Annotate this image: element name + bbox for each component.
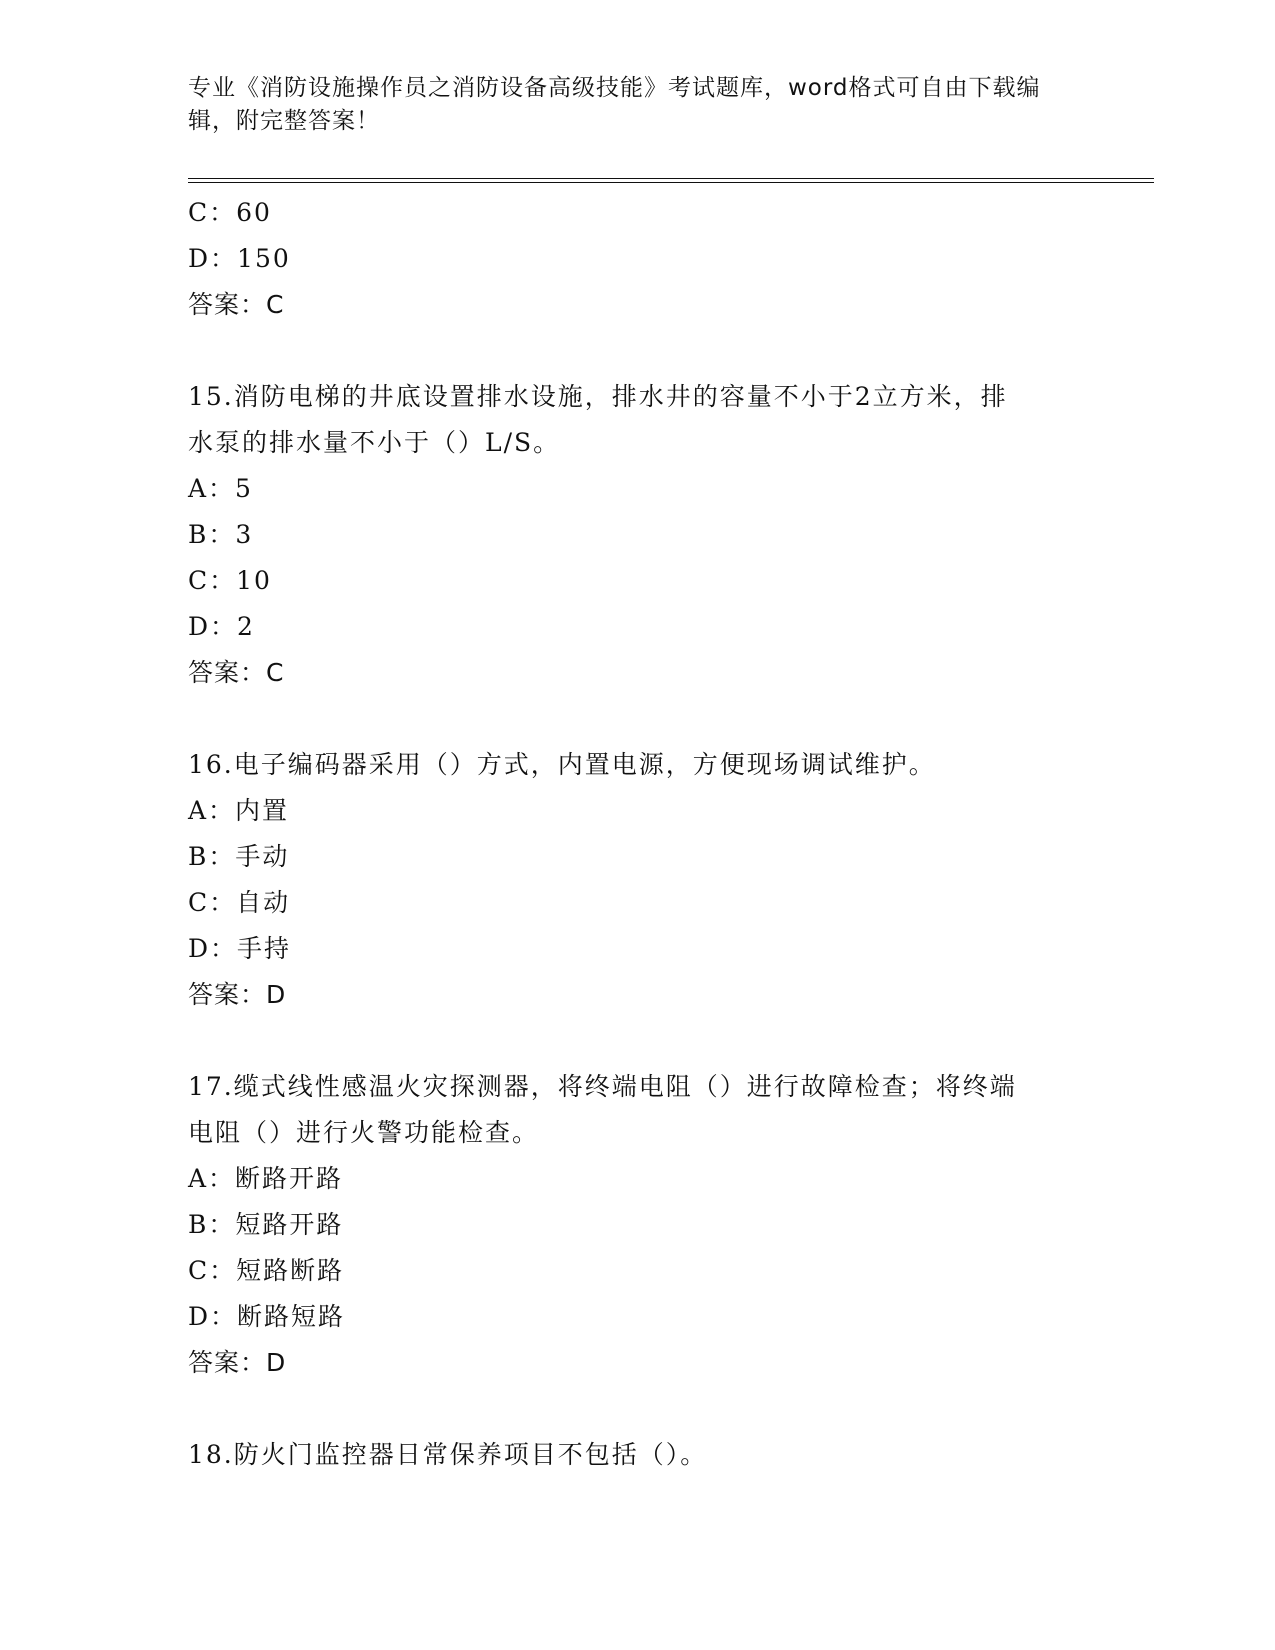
question-text: 18.防火门监控器日常保养项目不包括（）。 — [188, 1440, 708, 1469]
option-b: B：手动 — [188, 842, 290, 871]
answer-line: 答案：C — [188, 658, 285, 687]
option-d: D：150 — [188, 244, 291, 273]
header-line-1: 专业《消防设施操作员之消防设备高级技能》考试题库，word格式可自由下载编 — [188, 75, 1041, 101]
question-text: 水泵的排水量不小于（）L/S。 — [188, 428, 561, 457]
option-d: D：手持 — [188, 934, 292, 963]
question-text: 17.缆式线性感温火灾探测器，将终端电阻（）进行故障检查；将终端 — [188, 1072, 1017, 1101]
option-c: C：10 — [188, 566, 272, 595]
option-b: B：3 — [188, 520, 254, 549]
option-a: A：断路开路 — [188, 1164, 344, 1193]
option-c: C：短路断路 — [188, 1256, 345, 1285]
question-17 — [188, 1064, 1088, 1386]
option-c: C：60 — [188, 198, 272, 227]
header-divider — [188, 178, 1154, 183]
page-header — [188, 72, 1068, 138]
option-b: B：短路开路 — [188, 1210, 344, 1239]
option-a: A：内置 — [188, 796, 290, 825]
question-text: 15.消防电梯的井底设置排水设施，排水井的容量不小于2立方米，排 — [188, 382, 1008, 411]
question-16 — [188, 742, 1088, 1018]
option-d: D：断路短路 — [188, 1302, 346, 1331]
question-content — [188, 190, 1088, 1478]
question-15 — [188, 374, 1088, 696]
option-c: C：自动 — [188, 888, 291, 917]
question-text: 电阻（）进行火警功能检查。 — [188, 1118, 540, 1147]
answer-line: 答案：C — [188, 290, 285, 319]
question-text: 16.电子编码器采用（）方式，内置电源，方便现场调试维护。 — [188, 750, 936, 779]
answer-line: 答案：D — [188, 980, 287, 1009]
header-line-2: 辑，附完整答案！ — [188, 108, 380, 134]
question-18 — [188, 1432, 1088, 1478]
answer-line: 答案：D — [188, 1348, 287, 1377]
option-d: D：2 — [188, 612, 255, 641]
option-a: A：5 — [188, 474, 253, 503]
